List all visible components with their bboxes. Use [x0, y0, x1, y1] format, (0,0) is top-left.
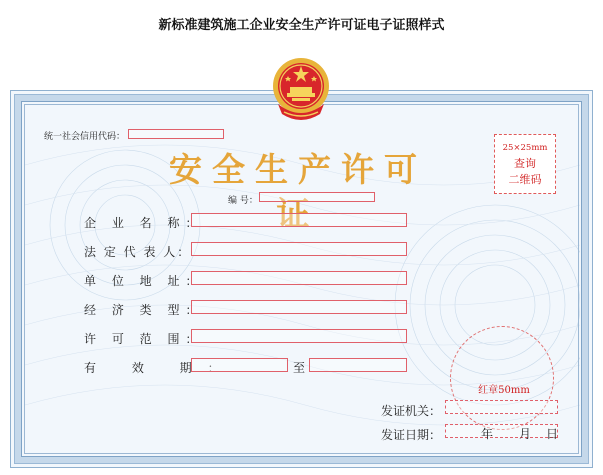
address-field[interactable]: [191, 271, 407, 285]
issue-date-year: 年: [481, 427, 494, 441]
issue-date-month: 月: [519, 427, 532, 441]
credit-code-label: 统一社会信用代码：: [44, 132, 126, 142]
qr-line2-text: 二维码: [508, 173, 542, 186]
address-label: 单 位 地 址：: [84, 274, 204, 288]
validity-label: 有 效 期：: [84, 361, 236, 375]
company-name-label: 企 业 名 称：: [84, 216, 204, 230]
issue-date-label: 发证日期：: [381, 428, 442, 442]
issue-date-field[interactable]: [445, 424, 558, 438]
company-name-field[interactable]: [191, 213, 407, 227]
number-label: 编 号：: [228, 196, 258, 206]
legal-rep-field[interactable]: [191, 242, 407, 256]
qr-code-placeholder: [494, 134, 556, 194]
qr-line1-text: 查询: [514, 157, 536, 170]
seal-placeholder: [450, 326, 554, 430]
number-field[interactable]: [259, 192, 375, 202]
economic-type-field[interactable]: [191, 300, 407, 314]
validity-start-field[interactable]: [191, 358, 288, 372]
license-scope-label: 许 可 范 围：: [84, 332, 204, 346]
issue-date-day: 日: [546, 427, 559, 441]
page-title: 新标准建筑施工企业安全生产许可证电子证照样式: [158, 18, 445, 33]
national-emblem-icon: [270, 56, 332, 126]
economic-type-label: 经 济 类 型：: [84, 303, 204, 317]
validity-to-text: 至: [293, 361, 306, 375]
issuer-label: 发证机关：: [381, 404, 442, 418]
qr-size-text: 25×25mm: [502, 143, 548, 153]
validity-end-field[interactable]: [309, 358, 407, 372]
legal-rep-label: 法 定 代 表 人：: [84, 245, 192, 259]
issuer-field[interactable]: [445, 400, 558, 414]
certificate-heading: 安全生产许可证: [169, 150, 427, 233]
credit-code-field[interactable]: [128, 129, 224, 139]
seal-note: 红章50mm: [478, 385, 530, 396]
license-scope-field[interactable]: [191, 329, 407, 343]
